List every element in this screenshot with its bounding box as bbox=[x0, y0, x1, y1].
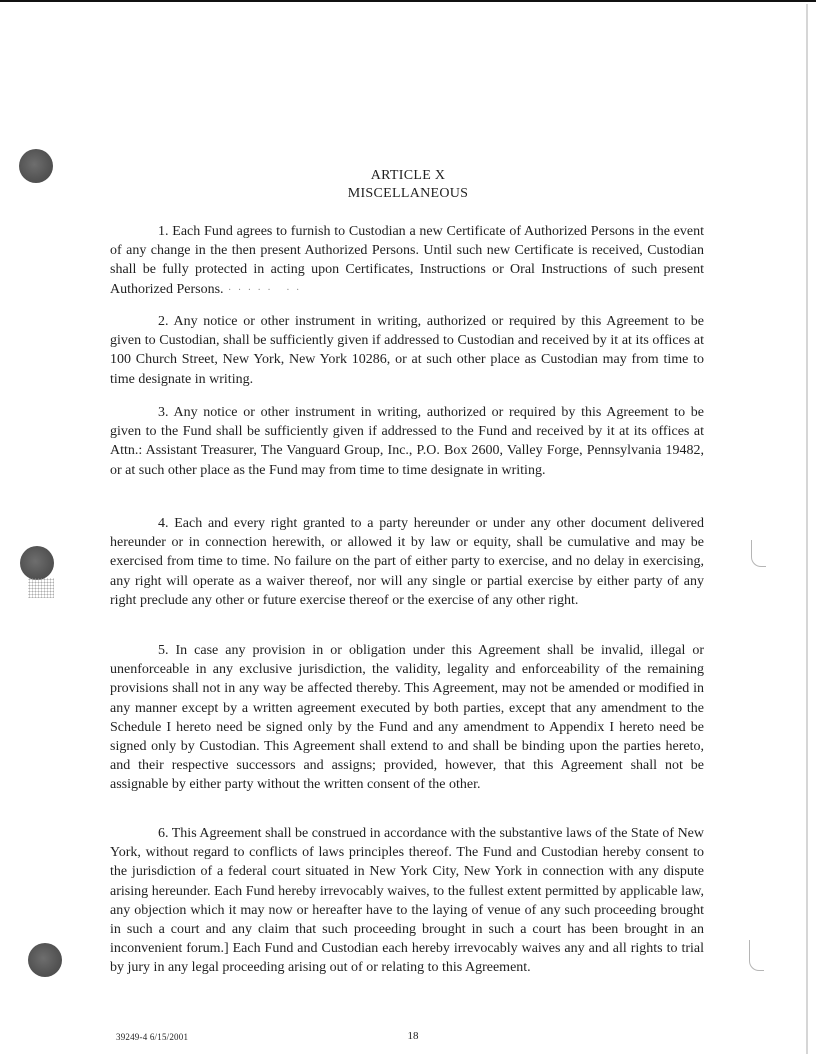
punch-hole-icon bbox=[20, 546, 54, 580]
page-edge-shadow bbox=[806, 4, 808, 1054]
document-id: 39249-4 6/15/2001 bbox=[116, 1032, 189, 1042]
paragraph-number: 3. bbox=[158, 405, 169, 420]
paragraph-3 bbox=[110, 403, 704, 480]
paragraph-text: Each Fund agrees to furnish to Custodian a new Certificate of Authorized Persons in the event of any change in the then present Authorized Persons. Until such new Certificate is received, Custodian shall be fully protected in acting upon Certificates, Instructions or Oral Instructions of such present Authorized Persons. bbox=[110, 224, 705, 297]
paragraph-4 bbox=[110, 514, 704, 610]
margin-mark bbox=[749, 940, 764, 971]
paragraph-text: Any notice or other instrument in writing, authorized or required by this Agreement to be given to Custodian, shall be sufficiently given if addressed to Custodian and received by it at its offices at 100 Church Street, New York, New York 10286, or at such other place as Custodian may from time to time designate in writing. bbox=[110, 314, 704, 387]
paragraph-number: 1. bbox=[158, 224, 169, 239]
paragraph-5 bbox=[110, 641, 704, 795]
paragraph-2 bbox=[110, 312, 704, 389]
paragraph-6 bbox=[110, 824, 704, 978]
article-subtitle: MISCELLANEOUS bbox=[347, 186, 469, 201]
scan-dots: · · · · · · · bbox=[223, 284, 302, 296]
paragraph-1 bbox=[110, 222, 704, 300]
paragraph-number: 2. bbox=[158, 314, 169, 329]
margin-mark bbox=[751, 540, 766, 567]
article-title: ARTICLE X bbox=[370, 168, 446, 183]
paragraph-number: 6. bbox=[158, 826, 169, 841]
paragraph-text: Each and every right granted to a party hereunder or under any other document delivered hereunder or in connection herewith, or allowed it by law or equity, shall be cumulative and may be exercised from time to time. No failure on the part of either party to exercise, and no delay in exercising, any right will operate as a waiver thereof, nor will any single or partial exercise by either party of any right preclude any other or future exercise thereof or the exercise of any other right. bbox=[110, 516, 704, 608]
top-border bbox=[0, 0, 816, 2]
page-number: 18 bbox=[407, 1030, 419, 1042]
paragraph-text: This Agreement shall be construed in accordance with the substantive laws of the State of New York, without regard to conflicts of laws principles thereof. The Fund and Custodian hereby consent to the jurisdiction of a federal court situated in New York City, New York in connection with any dispute arising hereunder. Each Fund hereby irrevocably waives, to the fullest extent permitted by applicable law, any objection which it may now or hereafter have to the laying of venue of any such proceeding brought in such a court and any claim that such proceeding brought in such a court has been brought in an inconvenient forum.] Each Fund and Custodian each hereby irrevocably waives any and all rights to trial by jury in any legal proceeding arising out of or relating to this Agreement. bbox=[110, 826, 704, 976]
paragraph-text: Any notice or other instrument in writing, authorized or required by this Agreement to be given to the Fund shall be sufficiently given if addressed to the Fund and received by it at its offices at Attn.: Assistant Treasurer, The Vanguard Group, Inc., P.O. Box 2600, Valley Forge, Pennsylvania 19482, or at such other place as the Fund may from time to time designate in writing. bbox=[110, 405, 704, 478]
scan-speckle bbox=[28, 578, 54, 598]
paragraph-number: 4. bbox=[158, 516, 169, 531]
paragraph-number: 5. bbox=[158, 643, 169, 658]
paragraph-text: In case any provision in or obligation under this Agreement shall be invalid, illegal or unenforceable in any exclusive jurisdiction, the validity, legality and enforceability of the remaining provisions shall not in any way be affected thereby. This Agreement, may not be amended or modified in any manner except by a written agreement executed by both parties, except that any amendment to the Schedule I hereto need be signed only by the Fund and any amendment to Appendix I hereto need be signed only by Custodian. This Agreement shall extend to and shall be binding upon the parties hereto, and their respective successors and assigns; provided, however, that this Agreement shall not be assignable by either party without the written consent of the other. bbox=[110, 643, 705, 793]
punch-hole-icon bbox=[28, 943, 62, 977]
